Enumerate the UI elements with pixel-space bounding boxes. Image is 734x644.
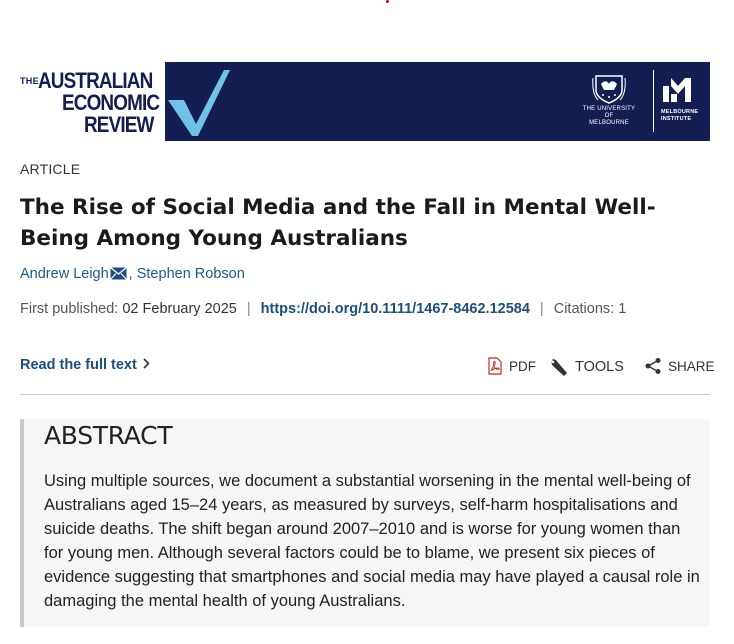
university-crest-icon <box>592 74 626 104</box>
read-full-text-link[interactable] <box>20 357 150 373</box>
share-label: SHARE <box>668 358 715 374</box>
section-divider <box>20 394 710 395</box>
institute-line1: MELBOURNE <box>661 109 699 115</box>
author-list <box>20 266 245 282</box>
institute-line2: INSTITUTE <box>661 116 692 122</box>
journal-banner[interactable] <box>20 62 710 141</box>
abstract-heading: ABSTRACT <box>44 421 173 450</box>
info-separator: | <box>246 301 251 317</box>
top-red-dot <box>386 0 389 3</box>
article-type-label: ARTICLE <box>20 161 81 177</box>
share-icon <box>644 357 662 375</box>
author-link[interactable]: Andrew Leigh <box>20 266 109 282</box>
abstract-left-border <box>20 419 24 627</box>
tools-button[interactable] <box>549 357 624 377</box>
journal-logo[interactable] <box>20 62 166 141</box>
banner-divider <box>653 70 654 132</box>
journal-name-line3: REVIEW <box>84 112 154 137</box>
tools-label: TOOLS <box>575 359 624 375</box>
first-published-date: 02 February 2025 <box>122 301 237 317</box>
journal-name-line1: AUSTRALIAN <box>38 68 153 93</box>
publication-info <box>20 301 626 317</box>
abstract-text: Using multiple sources, we document a substantial worsening in the mental well-being of Australians aged 15–24 years, as measured by surveys, self-harm hospitalisations and suicide deaths. The shift began around 2007–2010 and is worse for young women than for young men. Although several factors could be to blame, we present six pieces of evidence suggesting that smartphones and social media may have played a causal role in damaging the mental health of young Australians. <box>44 472 700 610</box>
citations-count[interactable]: Citations: 1 <box>553 301 627 317</box>
author-separator: , <box>128 266 133 282</box>
read-full-text-label: Read the full text <box>20 357 137 373</box>
university-line2: MELBOURNE <box>589 120 629 126</box>
university-line1: THE UNIVERSITY OF <box>582 106 636 119</box>
first-published-label: First published: <box>20 301 119 317</box>
author-link[interactable]: Stephen Robson <box>136 266 245 282</box>
melbourne-institute-logo[interactable] <box>661 76 705 123</box>
pdf-button[interactable] <box>487 357 536 375</box>
article-title: The Rise of Social Media and the Fall in Mental Well-Being Among Young Australians <box>20 195 656 251</box>
pdf-label: PDF <box>509 358 536 374</box>
doi-link[interactable]: https://doi.org/10.1111/1467-8462.12584 <box>260 301 530 317</box>
pdf-icon <box>487 357 503 375</box>
journal-name-line2: ECONOMIC <box>62 90 160 115</box>
checkmark-logo-icon <box>166 66 232 138</box>
melbourne-institute-mark-icon <box>661 76 695 102</box>
email-icon[interactable] <box>110 267 127 280</box>
wrench-icon <box>549 357 569 377</box>
share-button[interactable] <box>644 357 715 375</box>
journal-name-the: THE <box>20 76 39 86</box>
chevron-right-icon <box>143 358 150 369</box>
info-separator: | <box>539 301 544 317</box>
university-of-melbourne-logo[interactable] <box>580 74 638 130</box>
